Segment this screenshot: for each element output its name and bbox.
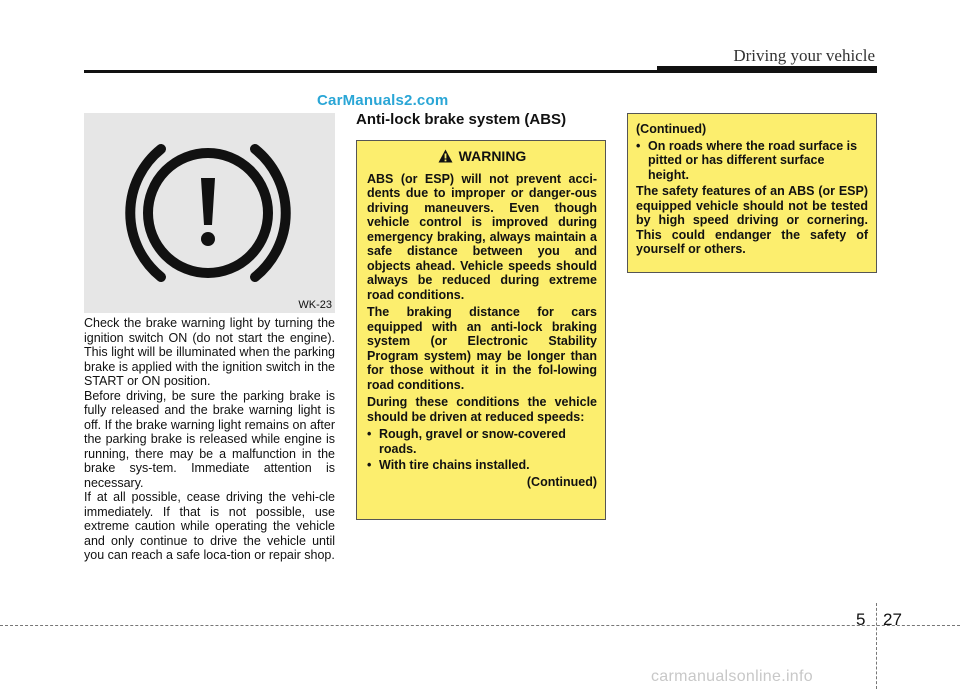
bullet-dot: • xyxy=(367,458,372,472)
header-rule-thick xyxy=(657,66,877,73)
footer-vertical-divider xyxy=(876,603,877,689)
warning-paragraph: During these conditions the vehicle should be driven at reduced speeds: xyxy=(367,395,597,424)
continued-paragraph: The safety features of an ABS (or ESP) equipped vehicle should not be tested by high speed driving or cornering. This could endanger the safety of yourself or others. xyxy=(636,184,868,256)
left-column-text xyxy=(84,316,335,563)
warning-title xyxy=(367,149,597,166)
continued-bullet xyxy=(636,139,868,183)
continued-box xyxy=(627,113,877,273)
page-number: 27 xyxy=(883,610,902,629)
figure-label: WK-23 xyxy=(298,299,332,311)
continued-heading: (Continued) xyxy=(636,122,707,136)
warning-box xyxy=(356,140,606,520)
bullet-text: On roads where the road surface is pitted or has different surface height. xyxy=(648,138,858,182)
abs-heading: Anti-lock brake system (ABS) xyxy=(356,111,567,128)
chapter-number: 5 xyxy=(856,610,866,629)
bullet-text: Rough, gravel or snow-covered roads. xyxy=(379,427,566,456)
brake-warning-icon xyxy=(84,113,335,313)
warning-paragraph: ABS (or ESP) will not prevent acci-dents due to improper or danger-ous driving maneuvers. Even though vehicle control is improved during emergency braking, always maintain a safe distance between you and objects ahead. Vehicle speeds should always be reduced during extreme road conditions. xyxy=(367,171,597,302)
paragraph: If at all possible, cease driving the vehi-cle immediately. If that is not possible, use extreme caution while operating the vehicle and only continue to drive the vehicle until you can reach a safe loca-tion or repair shop. xyxy=(84,490,335,562)
bullet-dot: • xyxy=(367,427,372,441)
warning-paragraph: The braking distance for cars equipped with an anti-lock braking system (or Electronic Stability Program system) may be longer than for those without it in the fol-lowing road conditions. xyxy=(367,305,597,392)
bullet-dot: • xyxy=(636,138,641,153)
warning-triangle-icon xyxy=(438,149,453,166)
header-section-title: Driving your vehicle xyxy=(733,46,875,65)
brake-warning-figure xyxy=(84,113,335,313)
paragraph: Before driving, be sure the parking brake is fully released and the brake warning light is off. If the brake warning light remains on after the parking brake is released while engine is running, there may be a malfunction in the brake sys-tem. Immediate attention is necessary. xyxy=(84,388,335,490)
continued-label: (Continued) xyxy=(526,474,597,489)
footer-divider xyxy=(0,625,960,626)
warning-bullet xyxy=(367,427,597,456)
warning-title-text: WARNING xyxy=(458,148,527,164)
warning-bullet xyxy=(367,458,597,473)
watermark-top[interactable]: CarManuals2.com xyxy=(317,92,449,109)
watermark-bottom[interactable]: carmanualsonline.info xyxy=(651,668,813,685)
paragraph: Check the brake warning light by turning the ignition switch ON (do not start the engine). This light will be illuminated when the parking brake is applied with the ignition switch in the START or ON position. xyxy=(84,316,335,388)
bullet-text: With tire chains installed. xyxy=(379,458,530,472)
